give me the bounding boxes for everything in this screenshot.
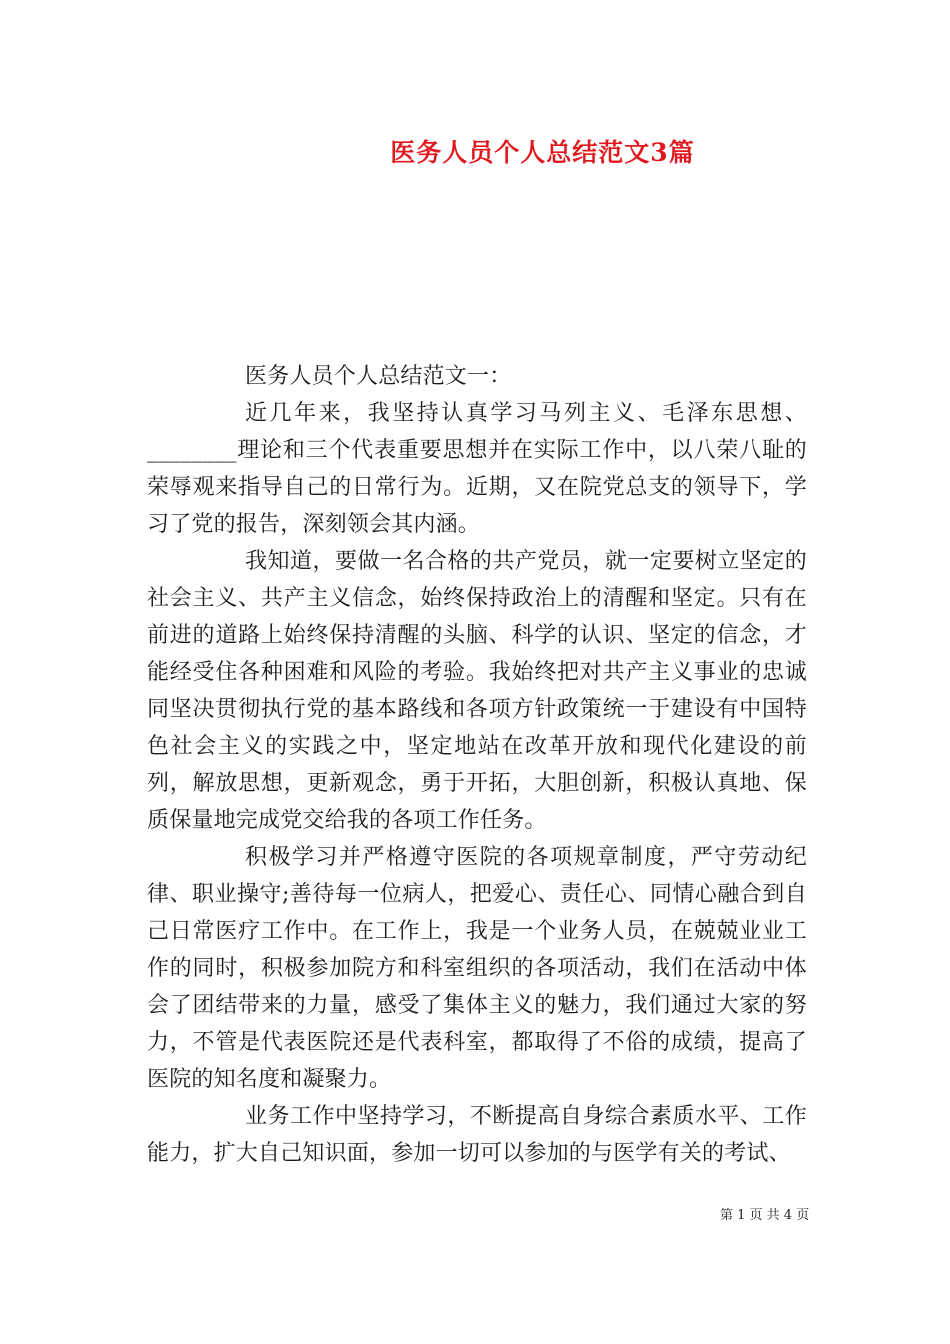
paragraph-2: 我知道，要做一名合格的共产党员，就一定要树立坚定的社会主义、共产主义信念，始终保持政治上的清醒和坚定。只有在前进的道路上始终保持清醒的头脑、科学的认识、坚定的信念，才能经受住各种困难和风险的考验。我始终把对共产主义事业的忠诚同坚决贯彻执行党的基本路线和各项方针政策统一于建设有中国特色社会主义的实践之中，坚定地站在改革开放和现代化建设的前列，解放思想，更新观念，勇于开拓，大胆创新，积极认真地、保质保量地完成党交给我的各项工作任务。 <box>147 549 807 833</box>
paragraph-4: 业务工作中坚持学习，不断提高自身综合素质水平、工作能力，扩大自己知识面，参加一切可以参加的与医学有关的考试、 <box>147 1104 807 1166</box>
document-body <box>147 358 807 1172</box>
page-number-footer: 第 1 页 共 4 页 <box>720 1208 810 1223</box>
paragraph-3: 积极学习并严格遵守医院的各项规章制度，严守劳动纪律、职业操守;善待每一位病人，把爱心、责任心、同情心融合到自己日常医疗工作中。在工作上，我是一个业务人员，在兢兢业业工作的同时，积极参加院方和科室组织的各项活动，我们在活动中体会了团结带来的力量，感受了集体主义的魅力，我们通过大家的努力，不管是代表医院还是代表科室，都取得了不俗的成绩，提高了医院的知名度和凝聚力。 <box>147 845 807 1092</box>
section-heading: 医务人员个人总结范文一： <box>245 364 512 389</box>
document-title: 医务人员个人总结范文3篇 <box>390 138 695 167</box>
paragraph-1: 近几年来，我坚持认真学习马列主义、毛泽东思想、________理论和三个代表重要思想并在实际工作中，以八荣八耻的荣辱观来指导自己的日常行为。近期，又在院党总支的领导下，学习了党的报告，深刻领会其内涵。 <box>147 401 807 537</box>
